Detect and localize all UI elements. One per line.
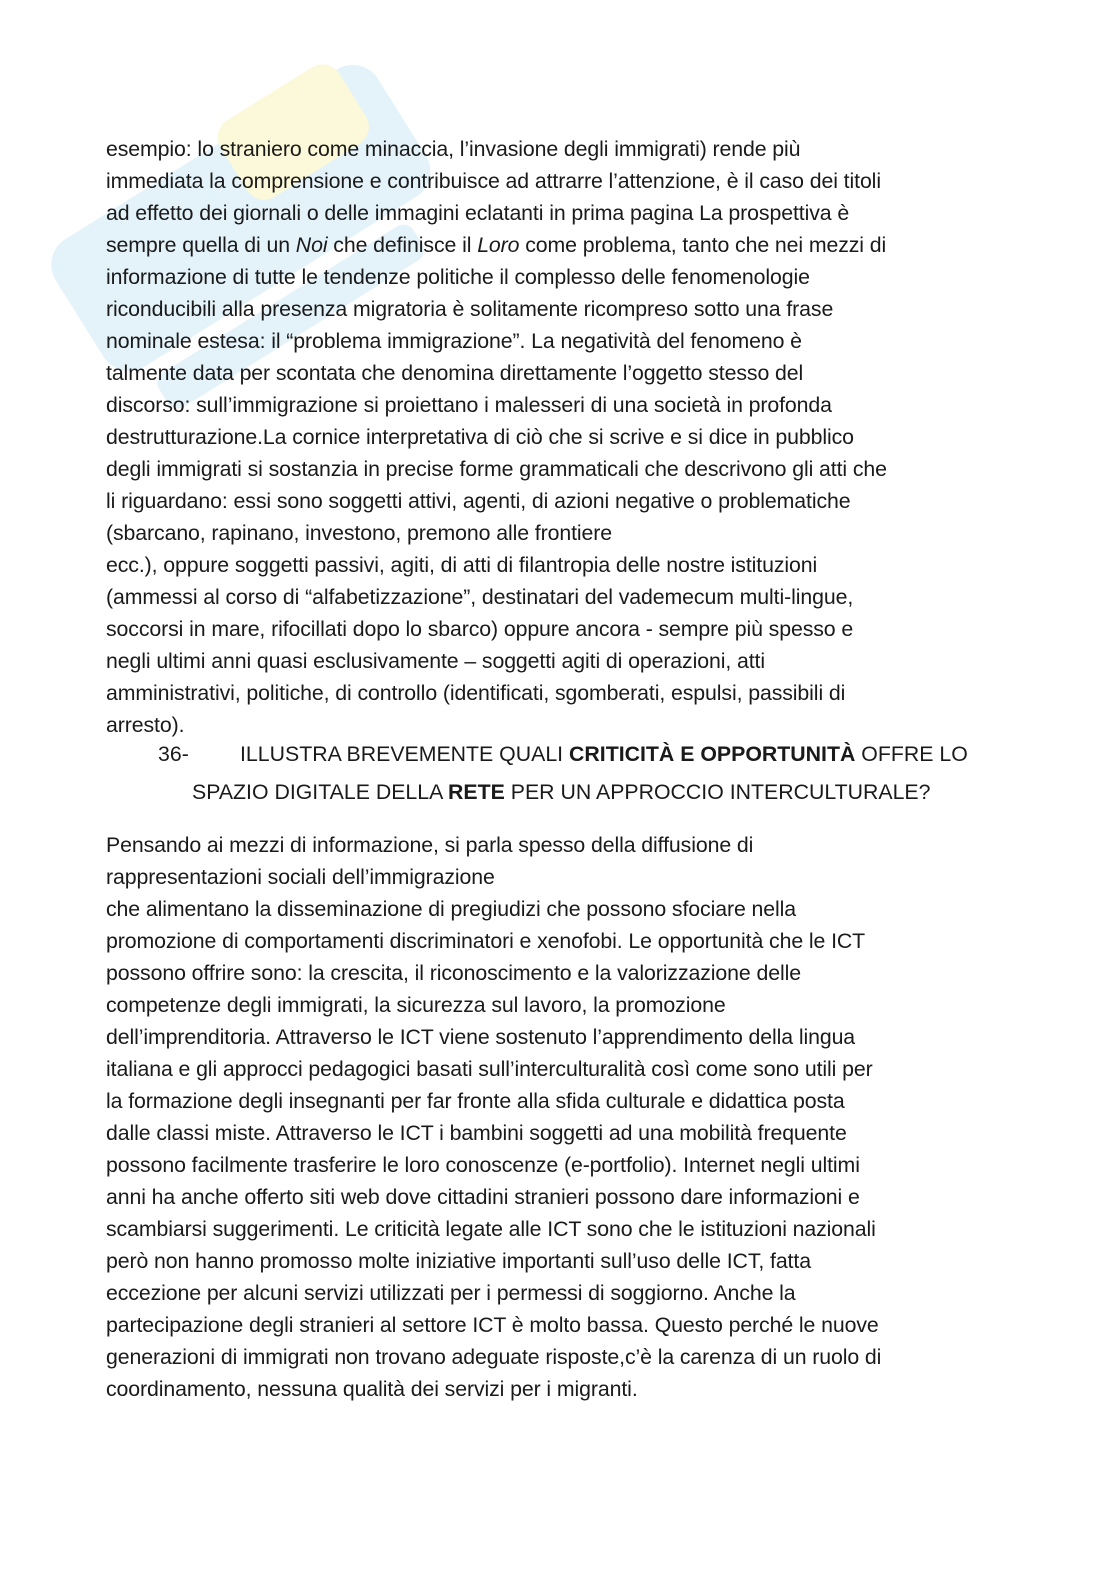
text-segment: immediata la comprensione e contribuisce ad attrarre l’attenzione, è il caso dei titoli: [106, 169, 881, 193]
text-segment: che definisce il: [327, 233, 478, 257]
text-segment: generazioni di immigrati non trovano adeguate risposte,c’è la carenza di un ruolo di: [106, 1345, 882, 1369]
text-segment: Pensando ai mezzi di informazione, si parla spesso della diffusione di: [106, 833, 754, 857]
text-segment: (ammessi al corso di “alfabetizzazione”, destinatari del vademecum multi-lingue,: [106, 585, 854, 609]
text-segment: PER UN APPROCCIO INTERCULTURALE?: [504, 780, 931, 804]
text-segment: li riguardano: essi sono soggetti attivi, agenti, di azioni negative o problematiche: [106, 489, 851, 513]
text-line: [106, 581, 1006, 613]
text-segment: discorso: sull’immigrazione si proiettano i malesseri di una società in profonda: [106, 393, 832, 417]
text-segment: la formazione degli insegnanti per far fronte alla sfida culturale e didattica posta: [106, 1089, 845, 1113]
text-line: [106, 1245, 1006, 1277]
text-line: [106, 549, 1006, 581]
text-segment: (sbarcano, rapinano, investono, premono alle frontiere: [106, 521, 613, 545]
text-segment: Noi: [295, 233, 328, 257]
text-line: [106, 485, 1006, 517]
answer-35-text: [106, 133, 1006, 741]
text-segment: CRITICITÀ E OPPORTUNITÀ: [569, 742, 856, 766]
text-line: [106, 325, 1006, 357]
text-segment: dell’imprenditoria. Attraverso le ICT viene sostenuto l’apprendimento della lingua: [106, 1025, 856, 1049]
text-segment: che alimentano la disseminazione di pregiudizi che possono sfociare nella: [106, 897, 796, 921]
text-segment: possono offrire sono: la crescita, il riconoscimento e la valorizzazione delle: [106, 961, 801, 985]
text-segment: dalle classi miste. Attraverso le ICT i bambini soggetti ad una mobilità frequente: [106, 1121, 847, 1145]
text-segment: RETE: [448, 780, 505, 804]
text-segment: partecipazione degli stranieri al settore ICT è molto bassa. Questo perché le nuove: [106, 1313, 879, 1337]
text-line: [106, 133, 1006, 165]
text-line: [106, 709, 1006, 741]
text-line: [106, 829, 1006, 861]
text-segment: italiana e gli approcci pedagogici basati sull’interculturalità così come sono utili per: [106, 1057, 873, 1081]
text-segment: promozione di comportamenti discriminatori e xenofobi. Le opportunità che le ICT: [106, 929, 866, 953]
text-segment: esempio: lo straniero come minaccia, l’invasione degli immigrati) rende più: [106, 137, 801, 161]
text-line: [106, 261, 1006, 293]
text-line: [106, 1149, 1006, 1181]
text-segment: negli ultimi anni quasi esclusivamente – soggetti agiti di operazioni, atti: [106, 649, 765, 673]
text-segment: rappresentazioni sociali dell’immigrazione: [106, 865, 495, 889]
text-line: [106, 165, 1006, 197]
text-segment: ecc.), oppure soggetti passivi, agiti, di atti di filantropia delle nostre istituzioni: [106, 553, 818, 577]
text-segment: scambiarsi suggerimenti. Le criticità legate alle ICT sono che le istituzioni nazionali: [106, 1217, 876, 1241]
text-line: [106, 1021, 1006, 1053]
text-segment: ad effetto dei giornali o delle immagini eclatanti in prima pagina La prospettiva è: [106, 201, 850, 225]
text-line: [106, 861, 1006, 893]
text-line: [106, 1309, 1006, 1341]
text-line: [106, 197, 1006, 229]
text-segment: però non hanno promosso molte iniziative importanti sull’uso delle ICT, fatta: [106, 1249, 811, 1273]
text-line: [106, 229, 1006, 261]
text-line: [106, 357, 1006, 389]
text-line: [106, 677, 1006, 709]
text-line: [106, 989, 1006, 1021]
text-line: [106, 1053, 1006, 1085]
text-segment: possono facilmente trasferire le loro conoscenze (e-portfolio). Internet negli ultimi: [106, 1153, 860, 1177]
text-segment: SPAZIO DIGITALE DELLA: [192, 780, 449, 804]
text-segment: coordinamento, nessuna qualità dei servizi per i migranti.: [106, 1377, 638, 1401]
text-segment: degli immigrati si sostanzia in precise forme grammaticali che descrivono gli atti che: [106, 457, 887, 481]
text-line: [106, 925, 1006, 957]
question-number: 36-: [158, 742, 189, 766]
text-segment: anni ha anche offerto siti web dove cittadini stranieri possono dare informazioni e: [106, 1185, 860, 1209]
text-segment: arresto).: [106, 713, 185, 737]
text-line: [106, 957, 1006, 989]
text-line: [106, 517, 1006, 549]
text-line: [106, 1277, 1006, 1309]
text-line: [106, 1181, 1006, 1213]
text-segment: OFFRE LO: [855, 742, 968, 766]
text-segment: ILLUSTRA BREVEMENTE QUALI: [240, 742, 570, 766]
text-segment: eccezione per alcuni servizi utilizzati per i permessi di soggiorno. Anche la: [106, 1281, 796, 1305]
text-segment: riconducibili alla presenza migratoria è solitamente ricompreso sotto una frase: [106, 297, 834, 321]
text-segment: soccorsi in mare, rifocillati dopo lo sbarco) oppure ancora - sempre più spesso e: [106, 617, 854, 641]
text-segment: informazione di tutte le tendenze politiche il complesso delle fenomenologie: [106, 265, 810, 289]
question-line-2: [192, 776, 931, 808]
answer-36-text: [106, 829, 1006, 1405]
text-line: [106, 1341, 1006, 1373]
text-segment: talmente data per scontata che denomina direttamente l’oggetto stesso del: [106, 361, 804, 385]
text-segment: Loro: [477, 233, 520, 257]
text-segment: nominale estesa: il “problema immigrazione”. La negatività del fenomeno è: [106, 329, 802, 353]
text-line: [106, 1213, 1006, 1245]
text-segment: competenze degli immigrati, la sicurezza sul lavoro, la promozione: [106, 993, 726, 1017]
text-segment: sempre quella di un: [106, 233, 296, 257]
text-line: [106, 453, 1006, 485]
text-line: [106, 1373, 1006, 1405]
text-segment: come problema, tanto che nei mezzi di: [519, 233, 887, 257]
text-line: [106, 645, 1006, 677]
text-line: [106, 1085, 1006, 1117]
question-line-1: [240, 738, 968, 770]
text-line: [106, 1117, 1006, 1149]
text-line: [106, 389, 1006, 421]
text-segment: destrutturazione.La cornice interpretativa di ciò che si scrive e si dice in pubblico: [106, 425, 854, 449]
text-line: [106, 893, 1006, 925]
text-line: [106, 613, 1006, 645]
text-segment: amministrativi, politiche, di controllo (identificati, sgomberati, espulsi, passibili di: [106, 681, 846, 705]
text-line: [106, 293, 1006, 325]
text-line: [106, 421, 1006, 453]
